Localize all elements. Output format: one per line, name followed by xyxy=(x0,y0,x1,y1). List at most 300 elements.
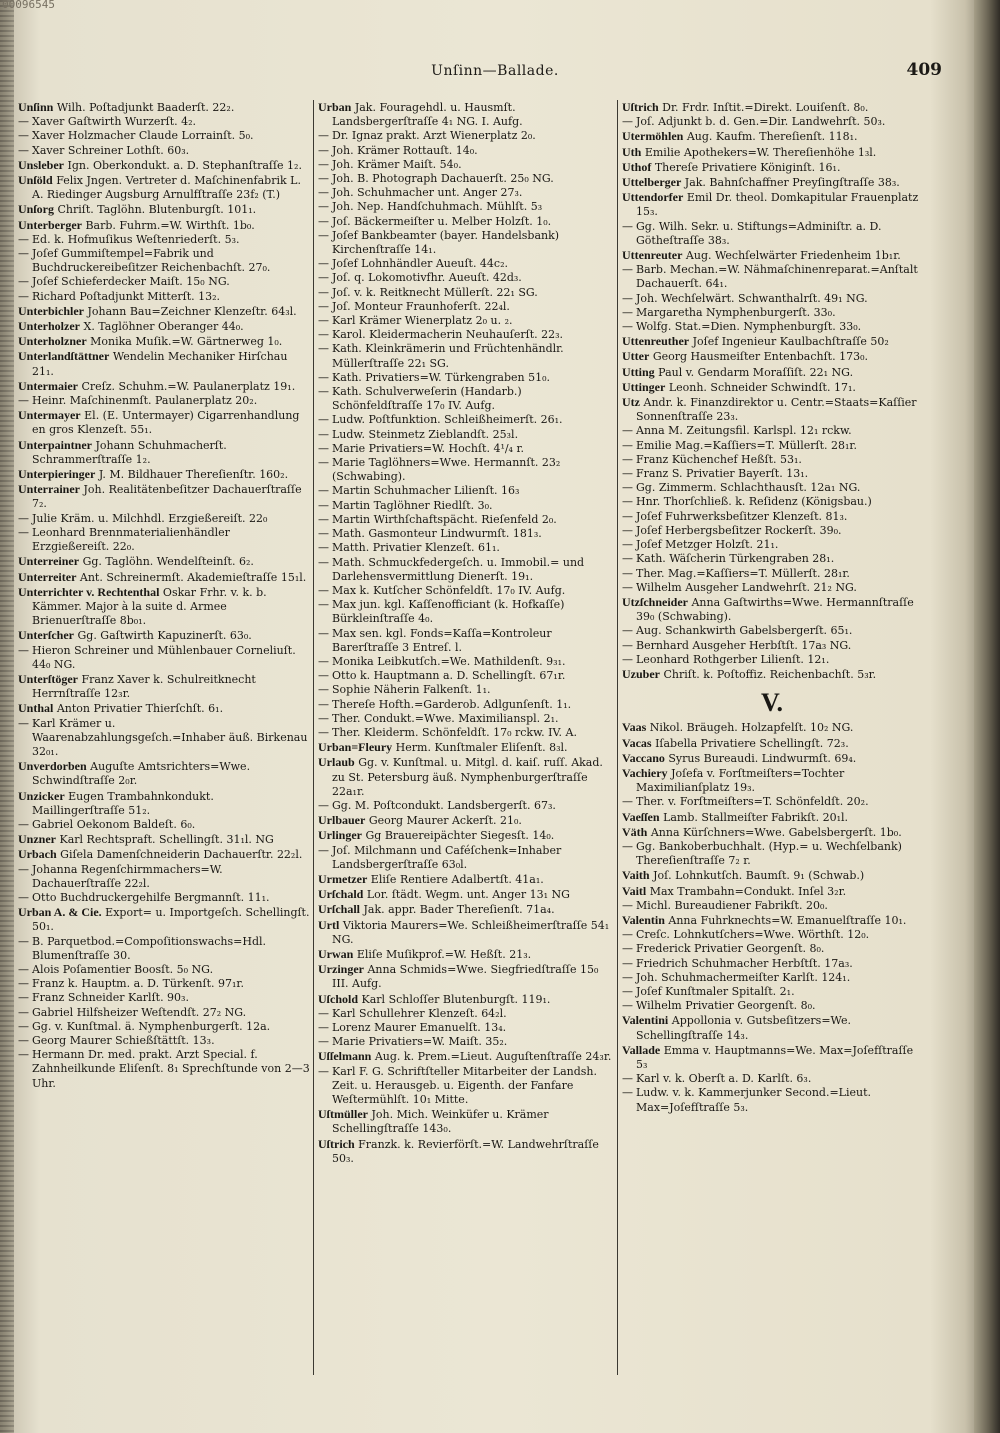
directory-entry xyxy=(622,524,922,538)
repeat-dash: — xyxy=(622,424,633,438)
directory-entry xyxy=(622,175,922,190)
repeat-dash: — xyxy=(18,247,29,261)
entry-details: Joſef Kunſtmaler Spitalſt. 2₁. xyxy=(636,984,795,998)
directory-entry xyxy=(622,263,922,291)
directory-entry xyxy=(622,495,922,509)
repeat-dash: — xyxy=(318,1035,329,1049)
directory-entry xyxy=(18,991,310,1005)
directory-entry xyxy=(318,844,613,872)
entry-surname: Utzſchneider xyxy=(622,594,688,609)
repeat-dash: — xyxy=(622,219,633,233)
entry-details: Ludw. v. k. Kammerjunker Second.=Lieut. Max=Joſefſtraſſe 5₃. xyxy=(636,1086,872,1114)
repeat-dash: — xyxy=(18,525,29,539)
entry-details: Jak. Bahnſchaffner Preyſingſtraſſe 38₃. xyxy=(684,176,900,190)
directory-entry xyxy=(18,334,310,349)
directory-entry xyxy=(318,947,613,962)
entry-details: Eliſe Muſikprof.=W. Heßſt. 21₃. xyxy=(356,947,532,961)
repeat-dash: — xyxy=(622,624,633,638)
directory-entry xyxy=(18,863,310,891)
directory-entry xyxy=(18,905,310,934)
directory-entry xyxy=(318,200,613,214)
repeat-dash: — xyxy=(318,328,329,342)
entry-details: Barb. Mechan.=W. Nähmaſchinenreparat.=Anſtalt Dachauerſt. 64₁. xyxy=(636,263,918,291)
repeat-dash: — xyxy=(318,484,329,498)
directory-entry xyxy=(622,825,922,840)
entry-surname: Uttelberger xyxy=(622,175,682,190)
entry-details: Gg. Wilh. Sekr. u. Stiftungs=Adminiſtr. a. D. Götheſtraſſe 38₃. xyxy=(636,219,882,247)
directory-entry xyxy=(318,872,613,887)
entry-details: Joſef Schieferdecker Maiſt. 15₀ NG. xyxy=(32,275,230,289)
page-right-edge xyxy=(974,0,1000,1433)
repeat-dash: — xyxy=(318,342,329,356)
repeat-dash: — xyxy=(18,1005,29,1019)
entry-details: Leonhard Brennmaterialienhändler Erzgießereiſt. 22₀. xyxy=(32,525,230,554)
directory-entry xyxy=(318,413,613,427)
directory-entry xyxy=(318,556,613,584)
column-1 xyxy=(18,100,310,1400)
entry-details: Creſz. Schuhm.=W. Paulanerplatz 19₁. xyxy=(81,379,296,393)
repeat-dash: — xyxy=(622,652,633,666)
repeat-dash: — xyxy=(318,427,329,441)
directory-entry xyxy=(18,438,310,467)
entry-details: Joſ. q. Lokomotivfhr. Aueuſt. 42d₃. xyxy=(332,271,522,285)
repeat-dash: — xyxy=(18,890,29,904)
entry-surname: Unſinn xyxy=(18,100,54,114)
entry-surname: Unzicker xyxy=(18,788,65,803)
entry-details: Joh. Schuhmacher unt. Anger 27₃. xyxy=(332,186,523,200)
entry-details: Gg. M. Poſtcondukt. Landsbergerſt. 67₃. xyxy=(332,798,556,812)
repeat-dash: — xyxy=(318,598,329,612)
entry-details: Kath. Kleinkrämerin und Früchtenhändlr. Müllerſtraſſe 22₁ SG. xyxy=(332,342,564,370)
entry-details: Bernhard Ausgeher Herbſtſt. 17a₃ NG. xyxy=(636,638,852,652)
directory-entry xyxy=(318,1107,613,1136)
directory-entry xyxy=(18,115,310,129)
directory-entry xyxy=(318,257,613,271)
entry-surname: Unterſtöger xyxy=(18,671,78,686)
directory-entry xyxy=(622,145,922,160)
directory-entry xyxy=(622,380,922,395)
directory-entry xyxy=(622,334,922,349)
entry-details: Ther. Mag.=Kaſſiers=T. Müllerſt. 28₁r. xyxy=(636,566,850,580)
directory-entry xyxy=(18,963,310,977)
directory-entry xyxy=(318,499,613,513)
entry-details: Franz Küchenchef Heßſt. 53₁. xyxy=(636,452,802,466)
directory-entry xyxy=(18,158,310,173)
entry-surname: Uthof xyxy=(622,159,652,174)
entry-details: Herm. Kunſtmaler Eliſenſt. 8₃l. xyxy=(395,741,568,755)
directory-entry xyxy=(622,639,922,653)
directory-entry xyxy=(18,1020,310,1034)
directory-entry xyxy=(622,624,922,638)
entry-details: Joſef Bankbeamter (bayer. Handelsbank) Kirchenſtraſſe 14₁. xyxy=(332,228,560,257)
entry-details: Joh. Krämer Rottauſt. 14₀. xyxy=(332,143,478,157)
entry-surname: Uttendorfer xyxy=(622,190,684,205)
repeat-dash: — xyxy=(318,456,329,470)
directory-entry xyxy=(318,144,613,158)
entry-surname: Uzuber xyxy=(622,666,660,681)
entry-details: Franz S. Privatier Bayerſt. 13₁. xyxy=(636,467,809,481)
directory-entry xyxy=(318,428,613,442)
entry-surname: Unterbichler xyxy=(18,303,84,318)
entry-details: Karl Schullehrer Klenzeſt. 64₂l. xyxy=(332,1006,507,1020)
entry-details: J. M. Bildhauer Thereſienſtr. 160₂. xyxy=(98,468,289,482)
directory-entry xyxy=(318,527,613,541)
entry-surname: Vaas xyxy=(622,720,647,735)
repeat-dash: — xyxy=(18,716,29,730)
entry-details: Joh. B. Photograph Dachauerſt. 25₀ NG. xyxy=(332,172,554,186)
repeat-dash: — xyxy=(622,305,633,319)
directory-entry xyxy=(622,928,922,942)
directory-entry xyxy=(622,439,922,453)
entry-details: Richard Poſtadjunkt Mitterſt. 13₂. xyxy=(32,289,221,303)
directory-entry xyxy=(318,655,613,669)
entry-details: Thereſe Hofth.=Garderob. Adlgunſenſt. 1₁. xyxy=(332,697,572,711)
repeat-dash: — xyxy=(622,839,633,853)
repeat-dash: — xyxy=(318,314,329,328)
directory-entry xyxy=(318,158,613,172)
repeat-dash: — xyxy=(622,467,633,481)
directory-entry xyxy=(18,672,310,701)
repeat-dash: — xyxy=(318,697,329,711)
entry-details: Chriſt. Taglöhn. Blutenburgſt. 101₁. xyxy=(57,203,257,217)
entry-surname: Urlaub xyxy=(318,755,355,770)
entry-surname: Unterpaintner xyxy=(18,437,92,452)
entry-surname: Unterholzner xyxy=(18,334,87,349)
directory-entry xyxy=(622,424,922,438)
directory-entry xyxy=(18,202,310,217)
repeat-dash: — xyxy=(18,394,29,408)
entry-details: Friedrich Schuhmacher Herbſtſt. 17a₃. xyxy=(636,956,853,970)
directory-entry xyxy=(622,510,922,524)
entry-details: Gg. Zimmerm. Schlachthausſt. 12a₁ NG. xyxy=(636,481,861,495)
entry-details: Joſef Metzger Holzſt. 21₁. xyxy=(636,538,779,552)
repeat-dash: — xyxy=(318,200,329,214)
directory-entry xyxy=(18,173,310,202)
entry-details: Chriſt. k. Poſtoffiz. Reichenbachſt. 5₃r. xyxy=(663,667,877,681)
entry-surname: Urlinger xyxy=(318,828,362,843)
repeat-dash: — xyxy=(622,1086,633,1100)
directory-entry xyxy=(318,300,613,314)
directory-entry xyxy=(318,1021,613,1035)
entry-details: Gg. Taglöhn. Wendelſteinſt. 6₂. xyxy=(82,555,254,569)
repeat-dash: — xyxy=(318,157,329,171)
entry-details: Giſela Damenſchneiderin Dachauerſtr. 22₂l. xyxy=(60,848,303,862)
directory-entry xyxy=(18,394,310,408)
entry-details: Georg Maurer Ackerſt. 21₀. xyxy=(368,814,522,828)
directory-entry xyxy=(622,129,922,144)
repeat-dash: — xyxy=(622,495,633,509)
directory-entry xyxy=(318,740,613,755)
repeat-dash: — xyxy=(318,271,329,285)
entry-details: Michl. Bureaudiener Fabrikſt. 20₀. xyxy=(636,898,828,912)
entry-details: Joſ. v. k. Reitknecht Müllerſt. 22₁ SG. xyxy=(332,285,538,299)
entry-surname: Unſöld xyxy=(18,173,53,188)
entry-details: Hnr. Thorſchließ. k. Reſidenz (Königsbau.) xyxy=(636,495,872,509)
directory-entry xyxy=(622,971,922,985)
repeat-dash: — xyxy=(622,452,633,466)
directory-entry xyxy=(622,292,922,306)
entry-details: El. (E. Untermayer) Cigarrenhandlung en gros Klenzeſt. 55₁. xyxy=(32,409,300,437)
entry-surname: Unterholzer xyxy=(18,319,80,334)
repeat-dash: — xyxy=(318,541,329,555)
entry-surname: Unverdorben xyxy=(18,759,87,774)
entry-surname: Urmetzer xyxy=(318,871,368,886)
directory-entry xyxy=(18,526,310,554)
entry-surname: Unsleber xyxy=(18,157,64,172)
entry-details: Kath. Schulverweſerin (Handarb.) Schönfeldſtraſſe 17₀ IV. Aufg. xyxy=(332,385,522,413)
directory-entry xyxy=(318,229,613,257)
directory-entry xyxy=(18,935,310,963)
directory-entry xyxy=(18,701,310,716)
directory-entry xyxy=(318,1137,613,1166)
column-divider xyxy=(617,100,618,1375)
repeat-dash: — xyxy=(318,725,329,739)
directory-entry xyxy=(18,512,310,526)
entry-details: Joh. Schuhmachermeiſter Karlſt. 124₁. xyxy=(636,970,851,984)
repeat-dash: — xyxy=(318,498,329,512)
repeat-dash: — xyxy=(18,962,29,976)
repeat-dash: — xyxy=(18,817,29,831)
entry-surname: Unthal xyxy=(18,701,54,716)
directory-entry xyxy=(622,453,922,467)
directory-entry xyxy=(622,766,922,795)
entry-details: Karl Rechtspraft. Schellingſt. 31₁l. NG xyxy=(59,833,274,847)
directory-entry xyxy=(318,813,613,828)
entry-details: Joh. Realitätenbeſitzer Dachauerſtraſſe 7₂. xyxy=(32,483,302,511)
entry-surname: Uſchold xyxy=(318,991,359,1006)
entry-details: Wolfg. Stat.=Dien. Nymphenburgſt. 33₀. xyxy=(636,320,862,334)
entry-details: Joſ. Bäckermeiſter u. Melber Holzſt. 1₀. xyxy=(332,214,552,228)
entry-details: Oskar Frhr. v. k. b. Kämmer. Major à la suite d. Armee Brienuerſtraſſe 8b₀₁. xyxy=(32,585,267,628)
entry-surname: Uſſelmann xyxy=(318,1049,372,1064)
entry-details: Anna M. Zeitungsfil. Karlspl. 12₁ rckw. xyxy=(636,424,852,438)
entry-details: Andr. k. Finanzdirektor u. Centr.=Staats=Kaſſier Sonnenſtraſſe 23₃. xyxy=(636,396,917,424)
entry-details: Max Trambahn=Condukt. Inſel 3₂r. xyxy=(649,884,847,898)
entry-surname: Urlbauer xyxy=(318,813,366,828)
directory-entry xyxy=(318,799,613,813)
directory-entry xyxy=(18,832,310,847)
repeat-dash: — xyxy=(318,1021,329,1034)
directory-entry xyxy=(622,653,922,667)
entry-details: Otto k. Hauptmann a. D. Schellingſt. 67₁r. xyxy=(332,669,566,683)
entry-details: Anna Fuhrknechts=W. Emanuelſtraſſe 10₁. xyxy=(668,913,907,927)
entry-surname: Unterſcher xyxy=(18,628,74,643)
repeat-dash: — xyxy=(622,538,633,552)
repeat-dash: — xyxy=(622,898,633,912)
directory-entry xyxy=(318,129,613,143)
entry-details: Joh. Wechſelwärt. Schwanthalrſt. 49₁ NG. xyxy=(636,291,868,305)
repeat-dash: — xyxy=(622,438,633,452)
entry-details: Marie Privatiers=W. Hochſt. 4¹/₄ r. xyxy=(332,441,525,455)
repeat-dash: — xyxy=(318,527,329,541)
directory-entry xyxy=(318,887,613,902)
repeat-dash: — xyxy=(318,711,329,725)
entry-details: Joh. Krämer Maiſt. 54₀. xyxy=(332,157,462,171)
entry-details: Emilie Apothekers=W. Thereſienhöhe 1₃l. xyxy=(644,145,877,159)
entry-details: Anton Privatier Thierſchſt. 6₁. xyxy=(56,702,224,716)
directory-entry xyxy=(622,220,922,248)
directory-entry xyxy=(622,160,922,175)
entry-details: Joh. Mich. Weinküfer u. Krämer Schellingſtraſſe 143₀. xyxy=(332,1108,549,1136)
directory-entry xyxy=(622,349,922,364)
entry-details: Viktoria Maurers=We. Schleißheimerſtraſſe 54₁ NG. xyxy=(332,918,610,946)
entry-details: Karl Krämer u. Waarenabzahlungsgeſch.=Inhaber äuß. Birkenau 32₀₁. xyxy=(32,716,308,758)
directory-entry xyxy=(18,554,310,569)
entry-details: Franzk. k. Revierförſt.=W. Landwehrſtraſſe 50₃. xyxy=(332,1137,599,1165)
repeat-dash: — xyxy=(18,1034,29,1047)
directory-entry xyxy=(18,247,310,275)
entry-details: Jak. Fouragehdl. u. Hausmſt. Landsbergerſtraſſe 4₁ NG. I. Aufg. xyxy=(332,101,523,129)
directory-entry xyxy=(318,385,613,413)
directory-entry xyxy=(622,115,922,129)
repeat-dash: — xyxy=(622,115,633,129)
directory-entry xyxy=(18,129,310,143)
directory-entry xyxy=(622,538,922,552)
repeat-dash: — xyxy=(622,999,633,1013)
directory-entry xyxy=(622,190,922,219)
column-3 xyxy=(622,100,922,1400)
entry-details: Johann Bau=Zeichner Klenzeſtr. 64₃l. xyxy=(87,304,297,318)
directory-entry xyxy=(18,717,310,760)
entry-surname: Unterlandſtättner xyxy=(18,349,110,364)
entry-details: Kath. Privatiers=W. Türkengraben 51₀. xyxy=(332,370,551,384)
entry-details: Joſef Gummiſtempel=Fabrik und Buchdruckereibeſitzer Reichenbachſt. 27₀. xyxy=(32,247,271,275)
entry-surname: Vaith xyxy=(622,868,650,883)
repeat-dash: — xyxy=(18,275,29,289)
entry-details: Appollonia v. Gutsbeſitzers=We. Schellingſtraſſe 14₃. xyxy=(636,1014,851,1042)
entry-surname: Urbach xyxy=(18,847,57,862)
repeat-dash: — xyxy=(318,512,329,526)
entry-details: Xaver Gaſtwirth Wurzerſt. 4₂. xyxy=(32,115,197,129)
repeat-dash: — xyxy=(318,257,329,271)
entry-surname: Urtl xyxy=(318,917,340,932)
entry-details: Martin Schuhmacher Lilienſt. 16₃ xyxy=(332,484,520,498)
repeat-dash: — xyxy=(18,289,29,303)
directory-entry xyxy=(622,942,922,956)
entry-details: Hermann Dr. med. prakt. Arzt Special. f. Zahnheilkunde Eliſenſt. 8₁ Sprechſtunde von 2—3 Uhr. xyxy=(32,1048,310,1090)
entry-details: Hieron Schreiner und Mühlenbauer Corneliuſt. 44₀ NG. xyxy=(32,643,296,671)
entry-details: Auguſte Amtsrichters=Wwe. Schwindſtraſſe 2₀r. xyxy=(32,760,251,788)
directory-entry xyxy=(318,1035,613,1049)
entry-details: Paul v. Gendarm Moraſſiſt. 22₁ NG. xyxy=(658,365,854,379)
directory-entry xyxy=(622,899,922,913)
directory-entry xyxy=(622,751,922,766)
page-left-edge xyxy=(0,0,14,1433)
directory-entry xyxy=(18,275,310,289)
entry-details: X. Taglöhner Oberanger 44₀. xyxy=(83,320,244,334)
entry-details: Gg. Bankoberbuchhalt. (Hyp.= u. Wechſelbank) Thereſienſtraſſe 7₂ r. xyxy=(636,839,902,868)
entry-details: Leonh. Schneider Schwindſt. 17₁. xyxy=(668,380,856,394)
entry-details: Joh. Nep. Handſchuhmach. Mühlſt. 5₃ xyxy=(332,200,543,214)
entry-details: Martin Taglöhner Riedlſt. 3₀. xyxy=(332,498,493,512)
entry-details: Nikol. Bräugeh. Holzapfelſt. 10₂ NG. xyxy=(649,721,854,735)
entry-surname: Unſorg xyxy=(18,202,54,217)
directory-entry xyxy=(18,100,310,115)
repeat-dash: — xyxy=(18,1019,29,1033)
directory-entry xyxy=(622,795,922,809)
repeat-dash: — xyxy=(622,552,633,566)
entry-details: Margaretha Nymphenburgerſt. 33₀. xyxy=(636,305,836,319)
directory-entry xyxy=(318,215,613,229)
entry-surname: Unterrichter v. Rechtenthal xyxy=(18,584,160,599)
entry-surname: Vacas xyxy=(622,735,652,750)
entry-surname: Uth xyxy=(622,144,642,159)
entry-surname: Uſtrich xyxy=(622,100,659,114)
entry-surname: Vachiery xyxy=(622,765,668,780)
repeat-dash: — xyxy=(318,413,329,427)
page-header xyxy=(40,60,950,85)
repeat-dash: — xyxy=(622,320,633,334)
entry-surname: Utter xyxy=(622,349,650,364)
directory-entry xyxy=(318,286,613,300)
entry-surname: Unterberger xyxy=(18,217,82,232)
entry-details: Monika Leibkutſch.=We. Mathildenſt. 9₃₁. xyxy=(332,654,566,668)
entry-details: Eugen Trambahnkondukt. Maillingerſtraſſe 51₂. xyxy=(32,789,214,817)
entry-details: Julie Kräm. u. Milchhdl. Erzgießereiſt. 22₀ xyxy=(32,511,268,525)
repeat-dash: — xyxy=(622,638,633,652)
entry-details: Ludw. Steinmetz Zieblandſt. 25₃l. xyxy=(332,427,519,441)
entry-details: Franz k. Hauptm. a. D. Türkenſt. 97₁r. xyxy=(32,977,244,991)
entry-details: Ludw. Poſtfunktion. Schleißheimerſt. 26₁. xyxy=(332,413,563,427)
repeat-dash: — xyxy=(318,186,329,200)
directory-entry xyxy=(18,977,310,991)
entry-details: Johanna Regenſchirmmachers=W. Dachauerſtraſſe 22₂l. xyxy=(32,862,223,890)
entry-details: Anna Gaſtwirths=Wwe. Hermannſtraſſe 39₀ (Schwabing). xyxy=(636,595,914,624)
repeat-dash: — xyxy=(622,956,633,970)
entry-details: Lamb. Stallmeiſter Fabrikſt. 20₁l. xyxy=(663,810,848,824)
repeat-dash: — xyxy=(318,129,329,143)
repeat-dash: — xyxy=(18,115,29,129)
directory-entry xyxy=(18,467,310,482)
entry-surname: Uttenreuter xyxy=(622,248,683,263)
entry-details: Joſ. Lohnkutſch. Baumſt. 9₁ (Schwab.) xyxy=(653,869,865,883)
directory-entry xyxy=(318,669,613,683)
repeat-dash: — xyxy=(622,481,633,495)
entry-details: Karl F. G. Schriftſteller Mitarbeiter der Landsh. Zeit. u. Herausgeb. u. Eigenth. der Fanfare Weſtermühlſt. 10₁ Mitte. xyxy=(332,1064,597,1107)
directory-entry xyxy=(318,541,613,555)
directory-entry xyxy=(18,628,310,643)
entry-details: Max k. Kutſcher Schönfeldſt. 17₀ IV. Aufg. xyxy=(332,583,566,597)
entry-details: Aug. Wechſelwärter Friedenheim 1b₁r. xyxy=(685,249,901,263)
entry-details: Karl Schloſſer Blutenburgſt. 119₁. xyxy=(361,992,551,1006)
directory-entry xyxy=(18,570,310,585)
directory-entry xyxy=(318,726,613,740)
repeat-dash: — xyxy=(318,626,329,640)
repeat-dash: — xyxy=(622,984,633,998)
entry-surname: Uttenreuther xyxy=(622,334,690,349)
directory-entry xyxy=(622,365,922,380)
entry-details: Felix Jngen. Vertreter d. Maſchinenfabrik L. A. Riedinger Augsburg Arnulfſtraſſe 23f₂ (T.) xyxy=(32,174,301,202)
directory-entry xyxy=(18,759,310,788)
column-2 xyxy=(318,100,613,1400)
directory-entry xyxy=(318,902,613,917)
repeat-dash: — xyxy=(318,669,329,683)
directory-entry xyxy=(318,342,613,370)
entry-details: Joſef Fuhrwerksbeſitzer Klenzeſt. 81₃. xyxy=(636,509,848,523)
entry-details: Martin Wirthſchaftspächt. Rieſenfeld 2₀. xyxy=(332,512,557,526)
repeat-dash: — xyxy=(318,654,329,668)
repeat-dash: — xyxy=(622,928,633,942)
directory-entry xyxy=(18,144,310,158)
entry-surname: Vaitl xyxy=(622,883,647,898)
entry-details: Heinr. Maſchinenmſt. Paulanerplatz 20₂. xyxy=(32,394,258,408)
entry-details: Dr. Frdr. Inſtit.=Direkt. Louiſenſt. 8₀. xyxy=(662,101,869,114)
repeat-dash: — xyxy=(18,991,29,1005)
entry-details: Syrus Bureaudi. Lindwurmſt. 69₄. xyxy=(668,751,857,765)
directory-entry xyxy=(318,371,613,385)
directory-entry xyxy=(622,840,922,868)
entry-surname: Vaccano xyxy=(622,750,665,765)
